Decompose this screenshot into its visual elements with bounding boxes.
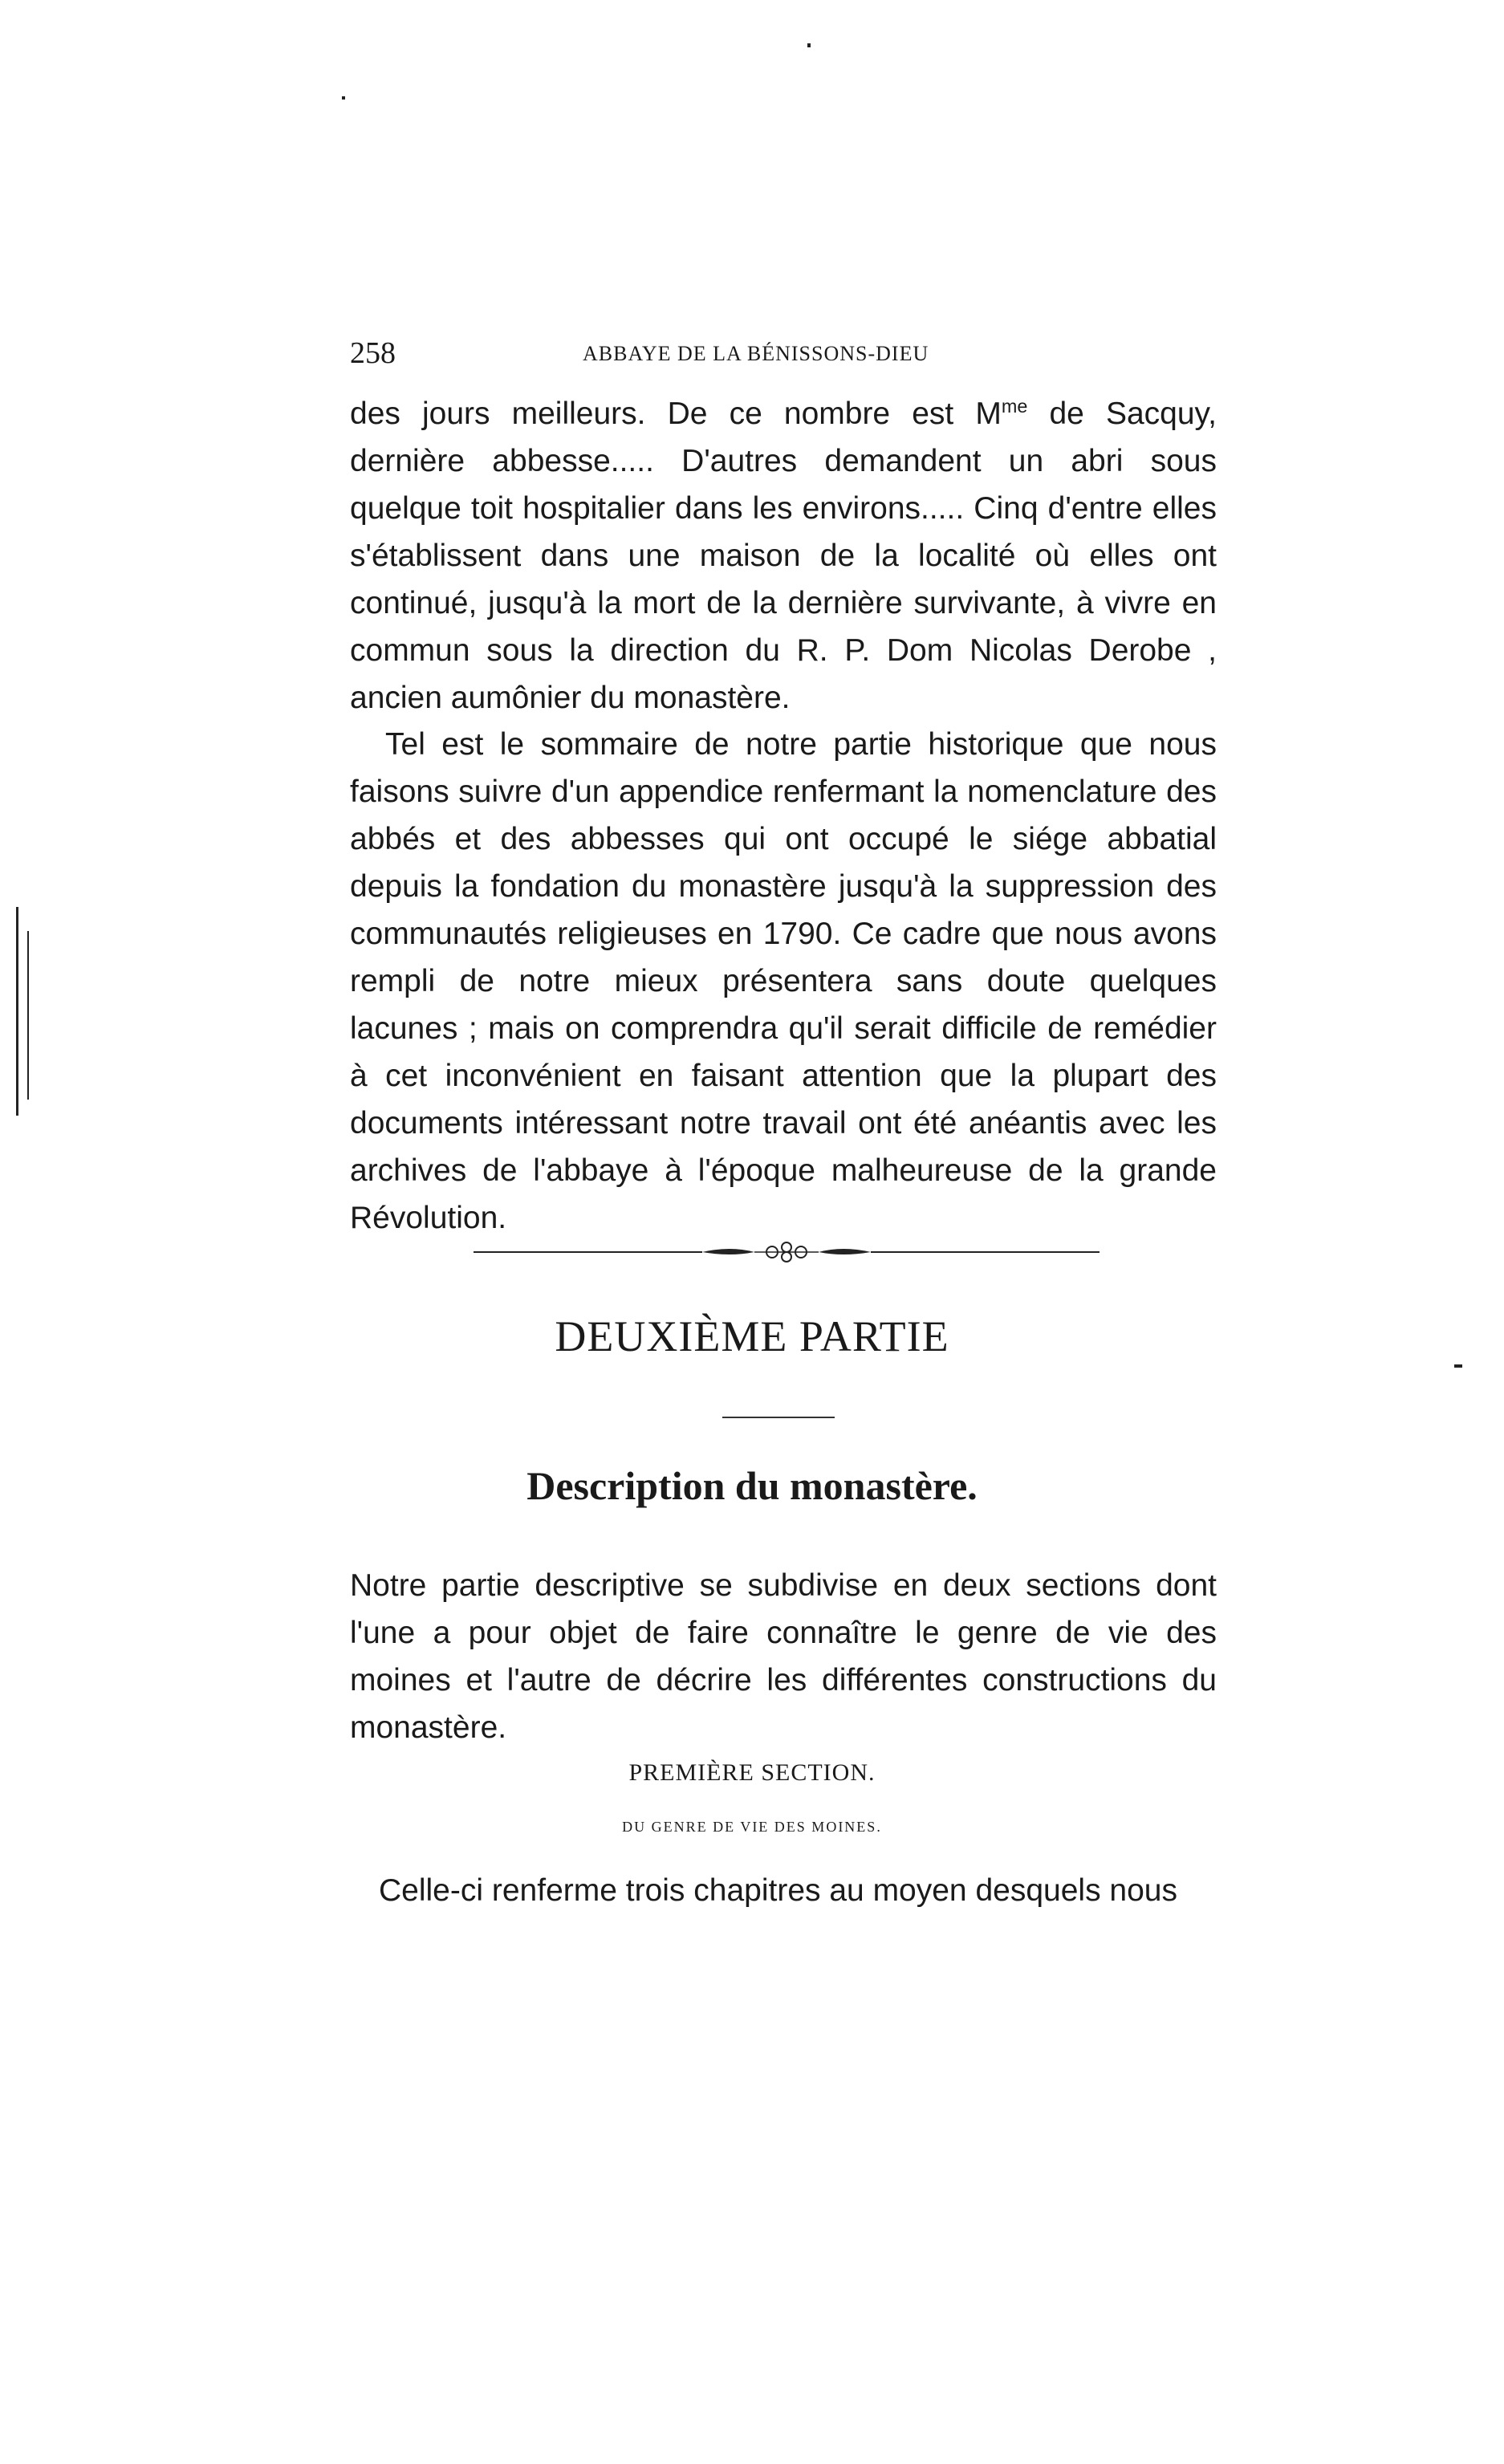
paragraph-intro: Notre partie descriptive se subdivise en deux sections dont l'une a pour objet de faire connaître le genre de vie des moines et l'autre de décrire les différentes constructions du monastère.: [350, 1568, 1217, 1745]
margin-mark: [1454, 1364, 1462, 1368]
paragraph-continuation: [350, 390, 1217, 722]
margin-mark: [342, 96, 345, 100]
ornamental-rule: [474, 1239, 1100, 1263]
paragraph-1-text-end: de Sacquy, dernière abbesse..... D'autres demandent un abri sous quelque toit hospitalier dans les environs..... Cinq d'entre elles s'établissent dans une maison de la localité où elles ont continué, jusqu'à la mort de la dernière survivante, à vivre en commun sous la direction du R. P. Dom Nicolas Derobe , ancien aumônier du monastère.: [350, 396, 1217, 715]
margin-mark: [16, 907, 18, 1116]
paragraph-chapters: Celle-ci renferme trois chapitres au moyen desquels nous: [379, 1873, 1177, 1908]
paragraph-1-text-start: des jours meilleurs. De ce nombre est M: [350, 396, 1002, 431]
margin-mark: [807, 43, 811, 47]
short-divider: [722, 1417, 835, 1418]
superscript-abbreviation: me: [1001, 396, 1028, 417]
part-subheading: Description du monastère.: [526, 1463, 978, 1508]
running-header: [350, 335, 1217, 384]
section-subheading: DU GENRE DE VIE DES MOINES.: [622, 1819, 882, 1835]
running-title: ABBAYE DE LA BÉNISSONS-DIEU: [583, 342, 929, 365]
paragraph-summary: Tel est le sommaire de notre partie historique que nous faisons suivre d'un appendice renfermant la nomenclature des abbés et des abbesses qui ont occupé le siége abbatial depuis la fondation du monastère jusqu'à la suppression des communautés religieuses en 1790. Ce cadre que nous avons rempli de notre mieux présentera sans doute quelques lacunes ; mais on comprendra qu'il serait difficile de remédier à cet inconvénient en faisant attention que la plupart des documents intéressant notre travail ont été anéantis avec les archives de l'abbaye à l'époque malheureuse de la grande Révolution.: [350, 727, 1217, 1235]
part-heading: DEUXIÈME PARTIE: [555, 1312, 949, 1360]
page-number: 258: [350, 336, 396, 370]
margin-mark: [27, 931, 29, 1100]
section-heading: PREMIÈRE SECTION.: [628, 1759, 876, 1786]
